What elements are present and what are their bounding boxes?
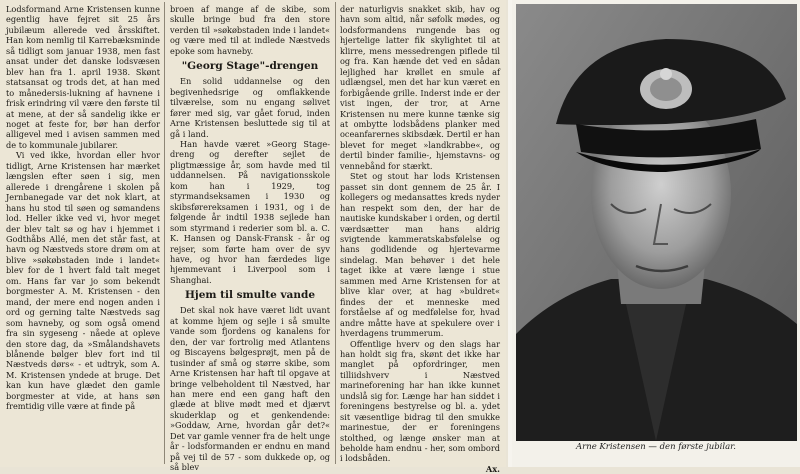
paragraph: Vi ved ikke, hvordan eller hvor tidligt, Arne Kristensen har mærket længslen efter søen i sig, men allerede i drengårene i skolen på Jernbanegade var det nok klart, at hans hu stod til søen og sømandens lod. Heller ikke ved vi, hvor meget der blev talt sø og hav i hjemmet i Godthåbs Allé, men det står fast, at havn og Næstveds store drøm om at blive »søkøbstaden inde i landet« blev for de 1 hvert fald talt meget om. Hans far var jo som bekendt borgmester A. M. Kristensen - den mand, der mere end nogen anden i ord og gerning talte Næstveds sag som havneby, og som også omend fra sin sygeseng - nåede at opleve den store dag, da »Smålandshavets blånende bølger blev fort ind til Næstveds dørs« - et udtryk, som A. M. Kristensen yndede at bruge. Det kan kun have glædet den gamle borgmester at vide, at hans søn fremtidig ville være at finde på (6, 150, 160, 412)
column-1 (6, 4, 160, 412)
column-2 (170, 4, 330, 473)
subheading-hjem: Hjem til smulte vande (184, 289, 316, 302)
paragraph: Lodsformand Arne Kristensen kunne egentlig have fejret sit 25 års jubilæum allerede ved årsskiftet. Han kom nemlig til Karrebæksminde så tidligt som januar 1938, men fast ansat under det danske lodsvæsen blev han fra 1. april 1938. Skønt statsansat og trods det, at han med to månedersis-lukning af havnene i frisk erindring vil være den første til at mene, at der så sandelig ikke er noget at feste for, bør han derfor alligevel med i avisen sammen med de to kommunale jubilarer. (6, 4, 160, 150)
paragraph: broen af mange af de skibe, som skulle bringe bud fra den store verden til »søkøbstaden inde i landet« og være med til at indlede Næstveds epoke som havneby. (170, 4, 330, 56)
subheading-georg-stage: "Georg Stage"-drengen (181, 60, 319, 73)
photo-clipping (512, 0, 800, 467)
photo-caption: Arne Kristensen — den første jubilar. (576, 442, 736, 452)
column-rule (335, 2, 336, 464)
column-rule (164, 2, 165, 464)
column-3 (340, 4, 500, 474)
signature: Ax. (485, 463, 500, 474)
paragraph: Han havde været »Georg Stage-dreng og derefter sejlet de pligtmæssige år, som havde med til uddannelsen. På navigationsskole kom han i 1929, tog styrmandseksamen i 1930 og skibsførereksamen i 1931, og i de følgende år indtil 1938 sejlede han som styrmand i rederier som bl. a. C. K. Hansen og Dansk-Fransk - år og rejser, som førte ham over de syv have, og hvor han færdedes lige hjemmevant i Liverpool som i Shanghai. (170, 138, 330, 285)
portrait-photo (516, 4, 797, 441)
paragraph: Det skal nok have været lidt uvant at komme hjem og sejle i så smulte vande som fjordens og kanalens for den, der var fortrolig med Atlantens og Biscayens bølgesprøjt, men på de tusinder af små og større skibe, som Arne Kristensen har haft til opgave at bringe velbeholdent til Næstved, har han mere end een gang haft den glæde at blive mødt med et djærvt skuderklap og et genkendende: »Goddaw, Arne, hvordan går det?« Det var gamle venner fra de helt unge år - lodsformanden er endnu en mand på vej til de 57 - som dukkede op, og så blev (170, 305, 330, 473)
paragraph: En solid uddannelse og den begivenhedsrige og omflakkende tilværelse, som nu engang sølivet fører med sig, var gået forud, inden Arne Kristensen besluttede sig til at gå i land. (170, 76, 330, 139)
paragraph: der naturligvis snakket skib, hav og havn som altid, når søfolk mødes, og lodsformandens rungende bas og hjertelige latter fik skylightet til at klirre, mens messedrengen piflede til og fra. Kan hænde det ved en sådan lejlighed har krøllet en smule af udlængsel, men det har kun været en forbigående grille. Inderst inde er der vist ingen, der tror, at Arne Kristensen nu mere kunne tænke sig at ombytte lodsbådens planker med oceanfarernes skibsdæk. Dertil er han blevet for meget »landkrabbe«, og dertil binder familie-, hjemstavns- og vennebånd for stærkt. (340, 4, 500, 171)
paragraph: Stet og stout har lods Kristensen passet sin dont gennem de 25 år. I kollegers og medansattes kreds nyder han respekt som den, der har de nautiske kundskaber i orden, og dertil værdsætter man hans aldrig svigtende kammeratskabsfølelse og hans godlidende og hjertevarme sindelag. Man behøver i det hele taget ikke at være længe i stue sammen med Arne Kristensen for at blive klar over, at hag »buldret« findes der et menneske med forståelse af og medfølelse for, hvad andre måtte have at spekulere over i hverdagens trummerum. (340, 171, 500, 339)
paragraph: Offentlige hverv og den slags har han holdt sig fra, skønt det ikke har manglet på opfordringer, men tilliidshverv i Næstved marineforening har han ikke kunnet undslå sig for. Længe har han siddet i foreningens bestyrelse og bl. a. ydet sit væsentlige bidrag til den smukke marinestue, der er foreningens stolthed, og længe ønsker man at beholde ham endnu - her, som ombord i lodsbåden. (340, 338, 500, 464)
